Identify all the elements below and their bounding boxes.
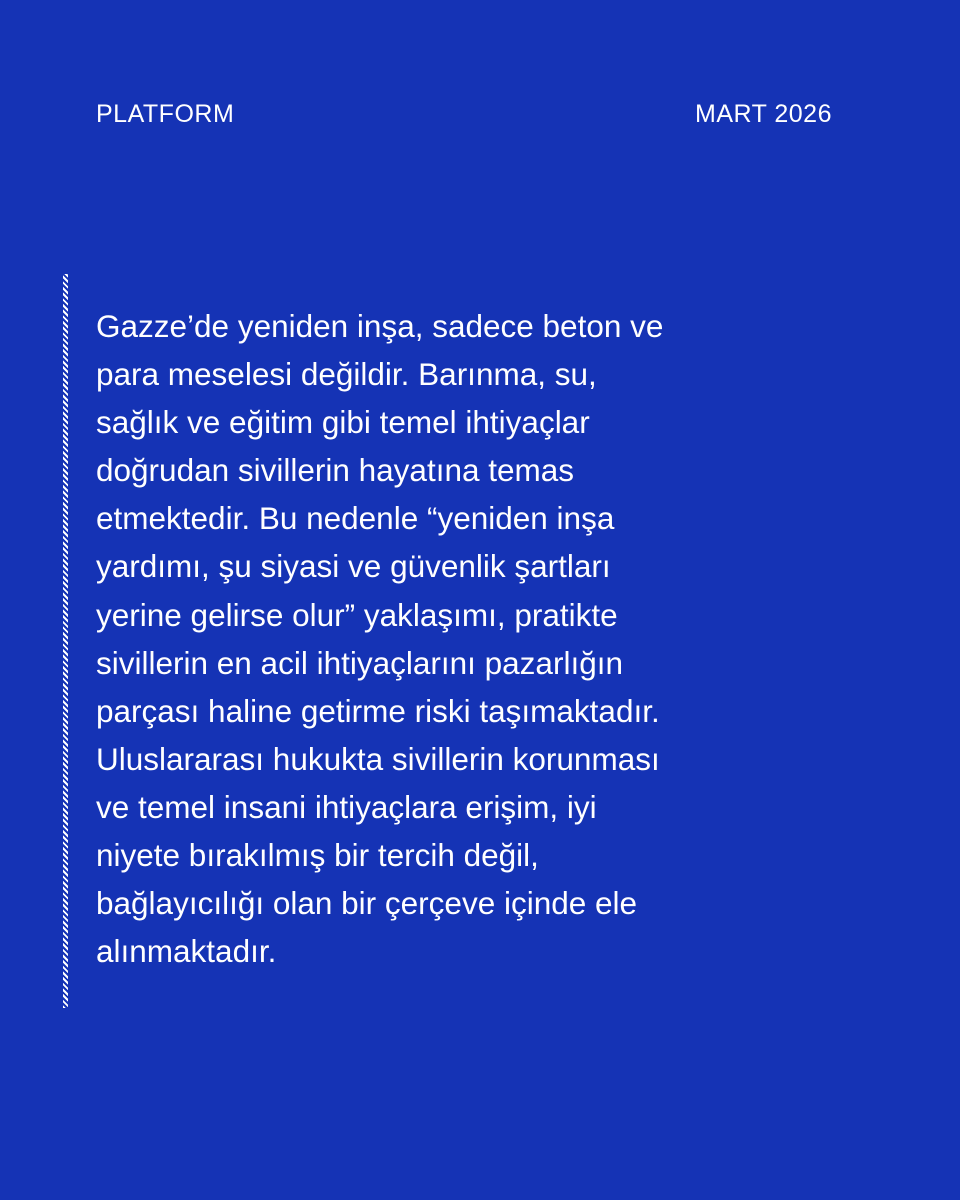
quote-line: Gazze’de yeniden inşa, sadece beton ve xyxy=(96,308,664,344)
quote-line: sağlık ve eğitim gibi temel ihtiyaçlar xyxy=(96,404,590,441)
quote-line: Uluslararası hukukta sivillerin korunması xyxy=(96,740,660,777)
quote-line: bağlayıcılığı olan bir çerçeve içinde ele xyxy=(96,885,638,922)
quote-line: etmektedir. Bu nedenle “yeniden inşa xyxy=(96,500,615,537)
quote-line: para meselesi değildir. Barınma, su, xyxy=(96,356,597,393)
quote-line: niyete bırakılmış bir tercih değil, xyxy=(96,837,539,874)
quote-line: yardımı, şu siyasi ve güvenlik şartları xyxy=(96,548,611,585)
date-label: MART 2026 xyxy=(695,100,832,128)
brand-label: PLATFORM xyxy=(96,100,235,128)
quote-bar xyxy=(63,274,68,1008)
quote-line: ve temel insani ihtiyaçlara erişim, iyi xyxy=(96,788,597,825)
quote-text xyxy=(96,302,856,975)
quote-line: alınmaktadır. xyxy=(96,933,277,970)
quote-line: sivillerin en acil ihtiyaçlarını pazarlığın xyxy=(96,644,623,681)
quote-line: parçası haline getirme riski taşımaktadır. xyxy=(96,692,660,729)
quote-line: yerine gelirse olur” yaklaşımı, pratikte xyxy=(96,596,618,633)
quote-line: doğrudan sivillerin hayatına temas xyxy=(96,452,575,489)
